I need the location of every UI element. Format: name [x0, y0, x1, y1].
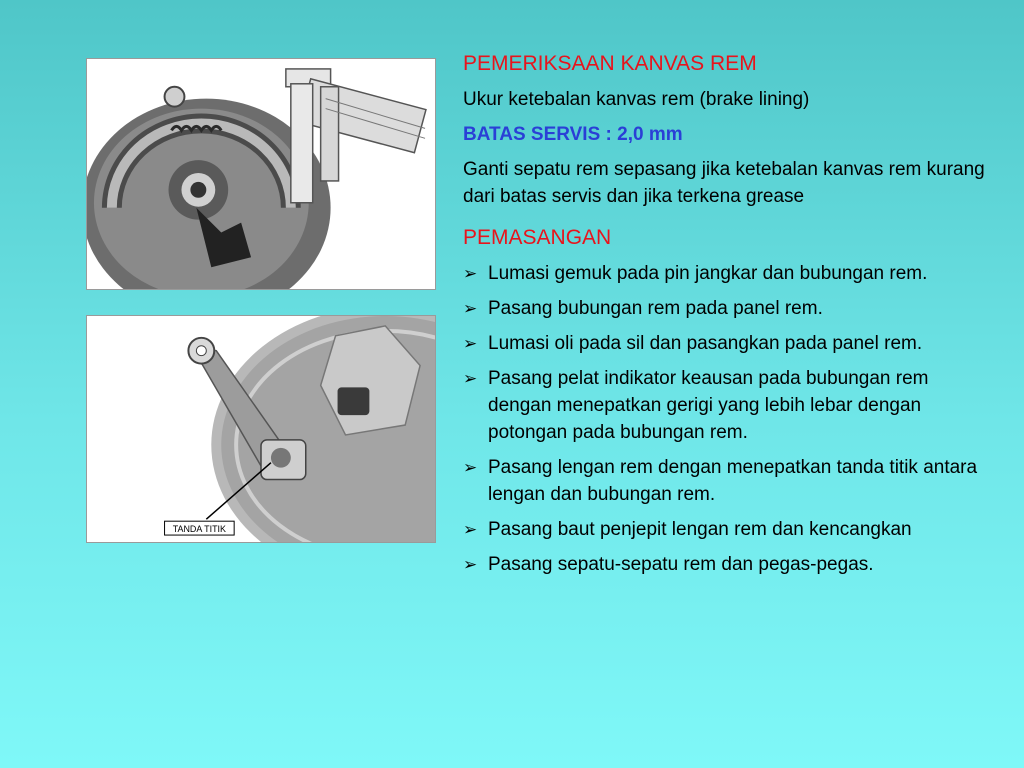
installation-section: [463, 224, 993, 578]
replace-text: Ganti sepatu rem sepasang jika ketebalan kanvas rem kurang dari batas servis dan jika terkena grease: [463, 159, 985, 207]
brake-panel-arm-photo-icon: [87, 316, 435, 542]
list-item: [463, 516, 993, 543]
step-text: Lumasi oli pada sil dan pasangkan pada panel rem.: [488, 333, 923, 354]
content-column: [463, 50, 993, 586]
list-item: [463, 365, 993, 446]
inspection-heading: PEMERIKSAAN KANVAS REM: [463, 52, 757, 75]
step-text: Pasang sepatu-sepatu rem dan pegas-pegas.: [488, 554, 874, 575]
arrow-bullet-icon: ➢: [463, 369, 478, 388]
tanda-titik-label: TANDA TITIK: [172, 524, 227, 535]
step-text: Pasang baut penjepit lengan rem dan kencangkan: [488, 519, 912, 540]
step-text: Pasang pelat indikator keausan pada bubungan rem dengan menepatkan gerigi yang lebih lebar dengan potongan pada bubungan rem.: [488, 368, 929, 443]
list-item: [463, 260, 993, 287]
arrow-bullet-icon: ➢: [463, 299, 478, 318]
step-text: Pasang bubungan rem pada panel rem.: [488, 298, 823, 319]
arrow-bullet-icon: ➢: [463, 264, 478, 283]
brake-panel-photo: [86, 315, 436, 543]
list-item: [463, 551, 993, 578]
arrow-bullet-icon: ➢: [463, 555, 478, 574]
list-item: [463, 295, 993, 322]
list-item: [463, 330, 993, 357]
installation-steps: [463, 260, 993, 578]
step-text: Lumasi gemuk pada pin jangkar dan bubungan rem.: [488, 263, 928, 284]
service-limit: BATAS SERVIS : 2,0 mm: [463, 124, 683, 145]
list-item: [463, 454, 993, 508]
brake-shoe-photo: [86, 58, 436, 290]
arrow-bullet-icon: ➢: [463, 334, 478, 353]
installation-heading: PEMASANGAN: [463, 226, 612, 249]
step-text: Pasang lengan rem dengan menepatkan tanda titik antara lengan dan bubungan rem.: [488, 457, 978, 505]
measure-text: Ukur ketebalan kanvas rem (brake lining): [463, 89, 810, 110]
arrow-bullet-icon: ➢: [463, 520, 478, 539]
arrow-bullet-icon: ➢: [463, 458, 478, 477]
brake-shoe-caliper-photo-icon: [87, 59, 435, 289]
